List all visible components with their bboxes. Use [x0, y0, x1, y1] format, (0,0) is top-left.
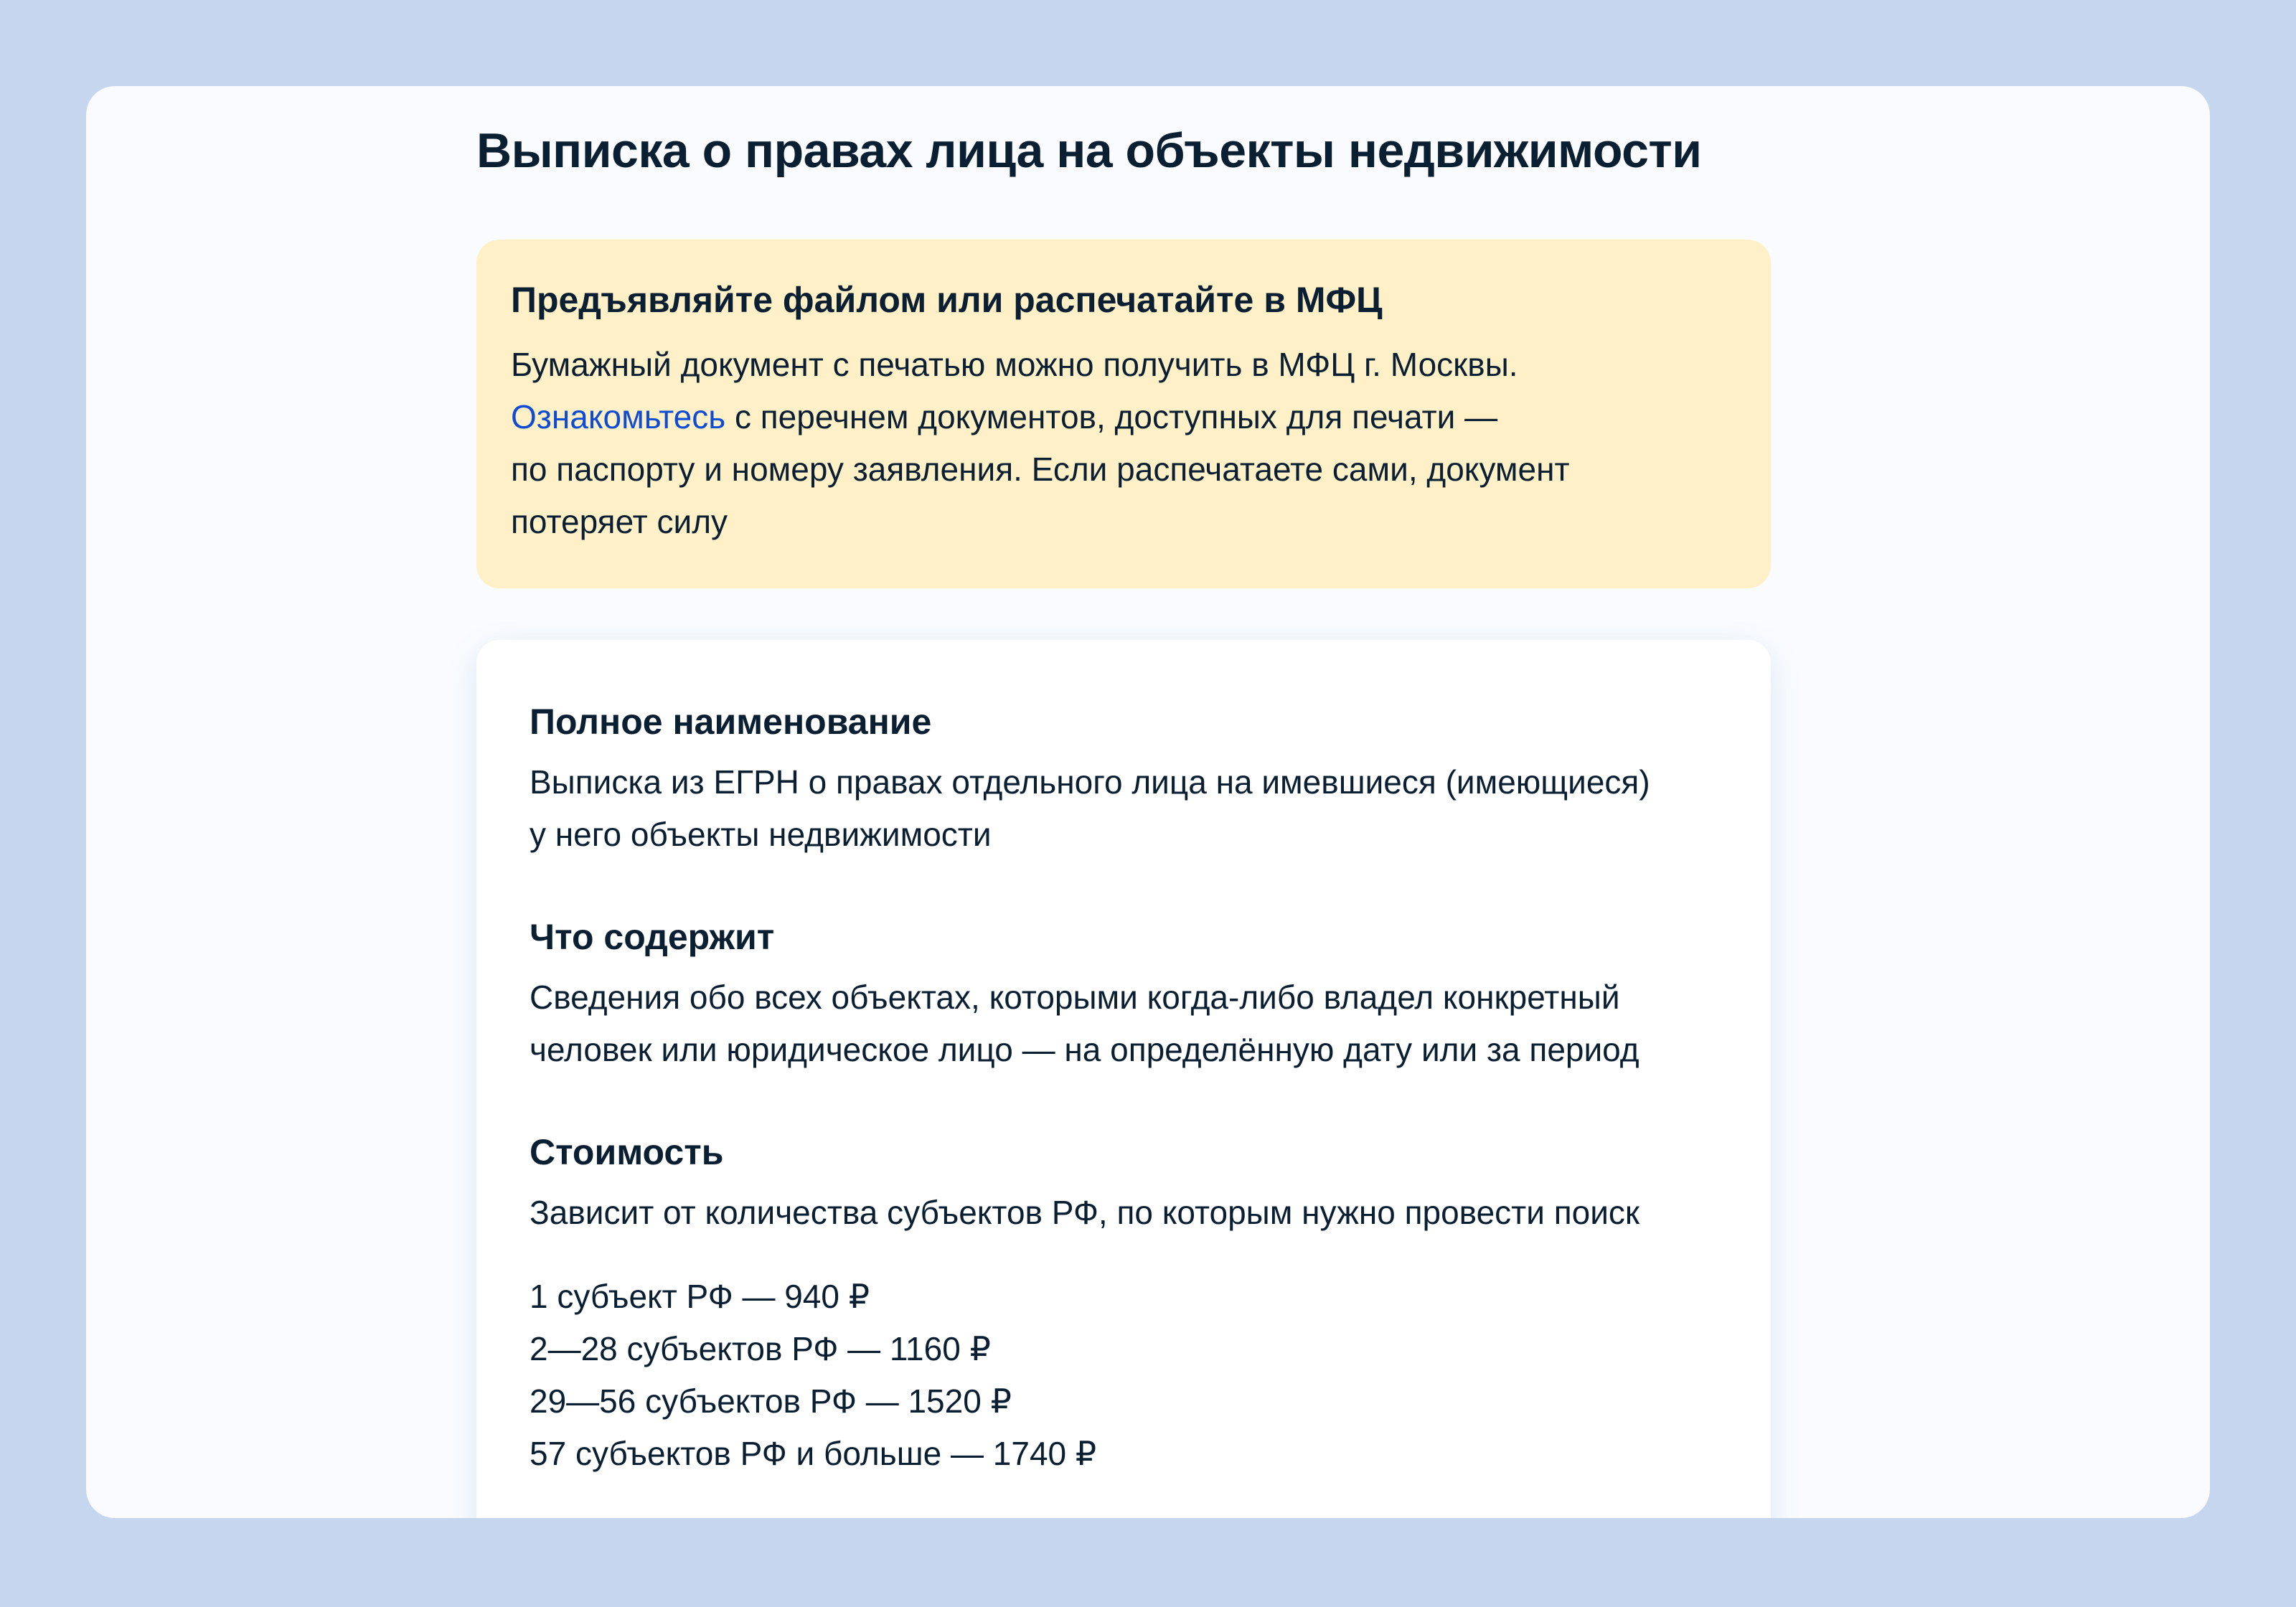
notice-line-2: с перечнем документов, доступных для печати — [725, 398, 1498, 435]
full-name-line-2: у него объекты недвижимости [530, 816, 992, 853]
cost-text: Зависит от количества субъектов РФ, по которым нужно провести поиск [530, 1194, 1640, 1231]
print-notice [476, 240, 1771, 588]
contents-title: Что содержит [530, 917, 775, 957]
document-info-card [476, 640, 1771, 1518]
full-name-text [530, 756, 1719, 861]
full-name-line-1: Выписка из ЕГРН о правах отдельного лица на имевшиеся (имеющиеся) [530, 763, 1650, 801]
notice-line-3: по паспорту и номеру заявления. Если распечатаете сами, документ [511, 451, 1570, 488]
full-name-title: Полное наименование [530, 702, 932, 742]
contents-text [530, 971, 1719, 1076]
price-item: 1 субъект РФ — 940 ₽ [530, 1278, 870, 1315]
price-item: 2—28 субъектов РФ — 1160 ₽ [530, 1330, 991, 1367]
cost-title: Стоимость [530, 1132, 724, 1172]
price-item: 29—56 субъектов РФ — 1520 ₽ [530, 1382, 1012, 1420]
price-list [530, 1271, 1719, 1480]
notice-line-4: потеряет силу [511, 503, 728, 540]
page-title: Выписка о правах лица на объекты недвижимости [476, 123, 1702, 178]
notice-line-1: Бумажный документ с печатью можно получить в МФЦ г. Москвы. [511, 346, 1518, 383]
notice-title: Предъявляйте файлом или распечатайте в МФЦ [511, 280, 1383, 320]
contents-line-2: человек или юридическое лицо — на определённую дату или за период [530, 1031, 1639, 1068]
full-name-section [530, 700, 1719, 861]
contents-line-1: Сведения обо всех объектах, которыми когда-либо владел конкретный [530, 979, 1620, 1016]
contents-section [530, 915, 1719, 1076]
notice-text [511, 339, 1736, 548]
cost-section [530, 1131, 1719, 1480]
page-window [86, 86, 2210, 1518]
price-item: 57 субъектов РФ и больше — 1740 ₽ [530, 1435, 1097, 1472]
documents-list-link[interactable]: Ознакомьтесь [511, 398, 726, 435]
